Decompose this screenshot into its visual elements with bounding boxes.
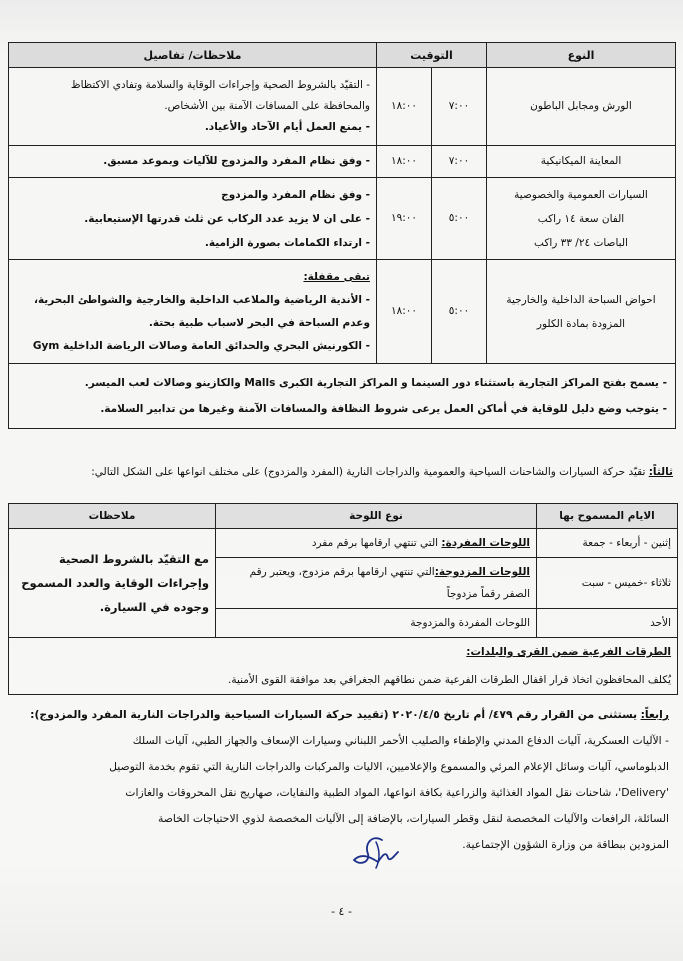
time-to: ١٨:٠٠ (377, 68, 432, 146)
plate-label: اللوحات المفردة: (441, 537, 530, 549)
section-four-line: - الآليات العسكرية، آليات الدفاع المدني والإطفاء والصليب الأحمر اللبناني وسيارات الإسعاف والجهاز الطبي، آليات السلك (132, 734, 669, 747)
section-four-line: السائلة، الرافعات والآليات المخصصة لنقل وقطر السيارات، بالإضافة إلى الآليات المخصصة لذوي الاحتياجات الخاصة (157, 812, 669, 825)
note-line: - التقيّد بالشروط الصحية وإجراءات الوقاية والسلامة وتفادي الاكتظاظ (70, 79, 370, 91)
sub-heading: الطرقات الفرعية ضمن القرى والبلدات: (466, 646, 671, 658)
header-days: الايام المسموح بها (537, 504, 678, 529)
schedule-table (8, 42, 676, 429)
section-three-text: تقيّد حركة السيارات والشاحنات السياحية والعمومية والدراجات النارية (المفرد والمزدوج) على مختلف انواعها على الشكل التالي: (91, 466, 646, 478)
time-to: ١٨:٠٠ (377, 146, 432, 178)
section-three (13, 466, 673, 478)
table-row (9, 68, 676, 146)
header-notes: ملاحظات (9, 504, 216, 529)
plate-text: التي تنتهي ارقامها برقم مفرد (311, 537, 442, 549)
traffic-table (8, 503, 678, 695)
note-line: - على ان لا يزيد عدد الركاب عن ثلث قدرتها الإستيعابية. (84, 212, 370, 225)
time-to: ١٩:٠٠ (377, 178, 432, 260)
note-line: - الكورنيش البحري والحدائق العامة وصالات الرياضة الداخلية Gym (32, 339, 370, 352)
row-type: احواض السباحة الداخلية والخارجية (506, 293, 656, 306)
time-from: ٧:٠٠ (432, 146, 487, 178)
note-heading: تبقى مقفلة: (303, 270, 370, 283)
footer-line: - يتوجب وضع دليل للوقاية في أماكن العمل يرعى شروط النظافة والمسافات الآمنة وغيرها من تدابير السلامة. (100, 403, 667, 415)
header-timing: التوقيت (377, 43, 487, 68)
row-type: الورش ومجابل الباطون (530, 100, 632, 112)
plate-text: التي تنتهي ارقامها برقم مزدوج، ويعتبر رقم الصفر رقماً مزدوجاً (249, 566, 530, 600)
days-cell: ثلاثاء -خميس - سبت (537, 558, 678, 609)
row-type: السيارات العمومية والخصوصية (514, 188, 648, 201)
plate-label: اللوحات المزدوجة: (434, 566, 530, 578)
table-header-row (9, 43, 676, 68)
table-header-row (9, 504, 678, 529)
footer-line: - يسمح بفتح المراكز التجارية باستثناء دور السينما و المراكز التجارية الكبرى Malls والكازينو وصالات لعب الميسر. (84, 377, 667, 389)
row-type: الباصات ٢٤/ ٣٣ راكب (534, 236, 628, 249)
days-cell: الأحد (537, 609, 678, 638)
section-four-line: الدبلوماسي، آليات وسائل الإعلام المرئي والمسموع والإعلاميين، الاليات والمركبات والدراجات النارية التي تقوم بخدمة التوصيل (109, 760, 669, 773)
time-from: ٥:٠٠ (432, 260, 487, 364)
note-line: وعدم السباحة في البحر لاسباب طبية بحتة. (148, 316, 370, 329)
sub-text: يُكلف المحافظون اتخاذ قرار اقفال الطرقات الفرعية ضمن نطاقهم الجغرافي بعد موافقة القوى الأمنية. (9, 666, 678, 695)
time-from: ٥:٠٠ (432, 178, 487, 260)
note-line: - يمنع العمل أيام الآحاد والأعياد. (204, 121, 370, 133)
note-line: - الأندية الرياضية والملاعب الداخلية والخارجية والشواطئ البحرية، (33, 293, 370, 306)
page-number: - ٤ - (331, 905, 352, 918)
section-four-line: المزودين ببطاقة من وزارة الشؤون الإجتماعية. (462, 838, 669, 851)
table-row (9, 178, 676, 260)
row-type: الفان سعة ١٤ راكب (537, 212, 625, 225)
plate-text: اللوحات المفردة والمزدوجة (410, 617, 530, 629)
header-plate: نوع اللوحة (216, 504, 537, 529)
table-row (9, 260, 676, 364)
table-row (9, 638, 678, 667)
note-line: والمحافظة على المسافات الآمنة بين الأشخاص. (164, 100, 370, 112)
notes-cell: مع التقيّد بالشروط الصحية وإجراءات الوقاية والعدد المسموح وجوده في السيارة. (9, 529, 216, 638)
header-type: النوع (487, 43, 676, 68)
table-row (9, 529, 678, 558)
table-footer-row (9, 364, 676, 429)
section-four-line: 'Delivery'، شاحنات نقل المواد الغذائية والزراعية بكافة انواعها، المواد الطبية والنفايات، صهاريج نقل المحروقات والغازات (125, 786, 669, 799)
table-row (9, 666, 678, 695)
note-line: - وفق نظام المفرد والمزدوج (221, 188, 370, 201)
table-row (9, 146, 676, 178)
row-type: المزودة بمادة الكلور (536, 317, 626, 330)
note-line: - ارتداء الكمامات بصورة الزامية. (204, 236, 370, 249)
header-notes: ملاحظات/ تفاصيل (9, 43, 377, 68)
time-from: ٧:٠٠ (432, 68, 487, 146)
days-cell: إثنين - أربعاء - جمعة (537, 529, 678, 558)
row-type: المعاينة الميكانيكية (540, 155, 622, 167)
time-to: ١٨:٠٠ (377, 260, 432, 364)
section-three-label: ثالثاً: (648, 466, 673, 478)
section-four-intro: يستثنى من القرار رقم ٤٧٩/ أم تاريخ ٢٠٢٠/٤/٥ (تقييد حركة السيارات السياحية والدراجات النارية المفرد والمزدوج): (30, 708, 638, 721)
note-line: - وفق نظام المفرد والمزدوج للآليات وبموعد مسبق. (103, 155, 370, 167)
section-four-label: رابعاً: (640, 708, 669, 721)
signature-image (342, 832, 402, 872)
